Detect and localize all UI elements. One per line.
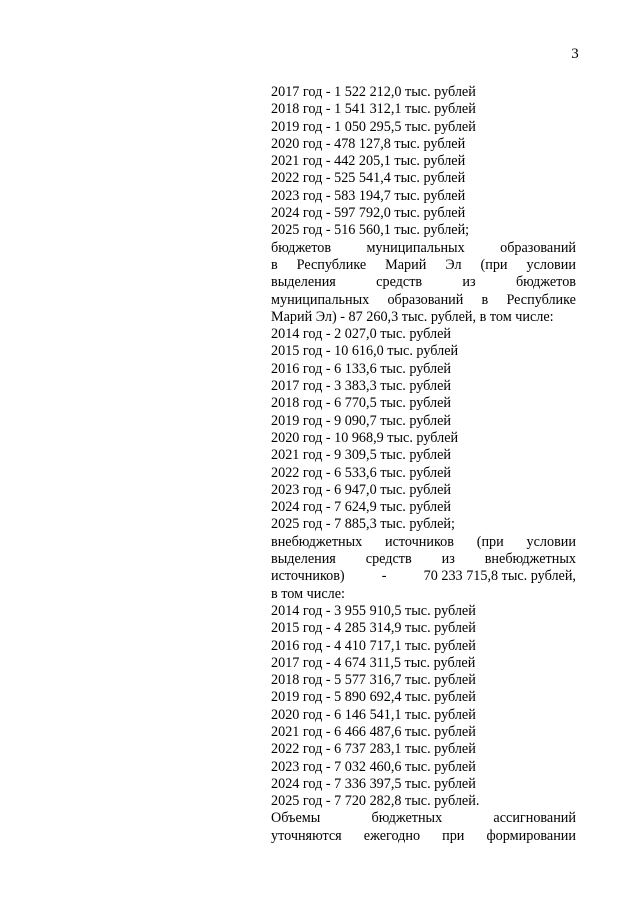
text-line: 2015 год - 10 616,0 тыс. рублей: [271, 343, 459, 360]
text-line: 2025 год - 516 560,1 тыс. рублей;: [271, 222, 470, 239]
text-line: 2018 год - 1 541 312,1 тыс. рублей: [271, 101, 476, 118]
text-line: в том числе:: [271, 585, 345, 602]
text-word: в: [271, 256, 278, 273]
text-line: 2019 год - 1 050 295,5 тыс. рублей: [271, 118, 476, 135]
text-line: 2021 год - 6 466 487,6 тыс. рублей: [271, 723, 476, 740]
text-word: (при: [476, 533, 504, 550]
text-line: 2019 год - 9 090,7 тыс. рублей: [271, 412, 451, 429]
text-line: 2017 год - 1 522 212,0 тыс. рублей: [271, 84, 476, 100]
text-line: [271, 568, 576, 585]
text-line: 2024 год - 7 336 397,5 тыс. рублей: [271, 775, 476, 792]
text-line: 2021 год - 442 205,1 тыс. рублей: [271, 153, 466, 170]
text-line: 2021 год - 9 309,5 тыс. рублей: [271, 447, 451, 464]
text-line: 2023 год - 6 947,0 тыс. рублей: [271, 481, 451, 498]
text-word: (при: [480, 256, 508, 273]
text-line: 2018 год - 6 770,5 тыс. рублей: [271, 395, 451, 412]
text-word: -: [381, 568, 387, 585]
text-line: 2022 год - 525 541,4 тыс. рублей: [271, 170, 466, 187]
text-line: [271, 810, 576, 827]
text-word: бюджетов: [271, 239, 332, 256]
text-line: 2016 год - 4 410 717,1 тыс. рублей: [271, 637, 476, 654]
text-line: 2023 год - 583 194,7 тыс. рублей: [271, 187, 466, 204]
text-line: [271, 828, 576, 845]
text-line: [271, 240, 576, 257]
text-line: 2020 год - 6 146 541,1 тыс. рублей: [271, 706, 476, 723]
text-word: Республике: [506, 291, 576, 308]
text-word: Объемы: [271, 810, 321, 827]
text-line: [271, 274, 576, 291]
text-line: 2020 год - 478 127,8 тыс. рублей: [271, 135, 466, 152]
text-word: средств: [376, 274, 423, 291]
text-line: 2025 год - 7 885,3 тыс. рублей;: [271, 516, 455, 533]
text-word: источников: [385, 533, 454, 550]
text-line: [271, 257, 576, 274]
text-line: [271, 534, 576, 551]
text-line: 2020 год - 10 968,9 тыс. рублей: [271, 429, 459, 446]
text-word: средств: [365, 551, 412, 568]
text-word: в: [481, 291, 489, 308]
text-line: 2015 год - 4 285 314,9 тыс. рублей: [271, 620, 476, 637]
text-line: 2014 год - 3 955 910,5 тыс. рублей: [271, 602, 476, 619]
text-word: из: [441, 551, 455, 568]
text-word: формировании: [486, 827, 576, 844]
text-line: [271, 292, 576, 309]
text-word: бюджетов: [515, 274, 576, 291]
text-word: ассигнований: [493, 810, 576, 827]
text-word: уточняются: [271, 827, 342, 844]
text-line: 2023 год - 7 032 460,6 тыс. рублей: [271, 758, 476, 775]
text-word: выделения: [271, 551, 336, 568]
text-line: 2019 год - 5 890 692,4 тыс. рублей: [271, 689, 476, 706]
text-line: [271, 551, 576, 568]
document-text-column: [271, 84, 576, 845]
text-line: 2022 год - 6 737 283,1 тыс. рублей: [271, 741, 476, 758]
text-line: 2025 год - 7 720 282,8 тыс. рублей.: [271, 793, 480, 810]
text-line: 2024 год - 597 792,0 тыс. рублей: [271, 205, 466, 222]
text-word: внебюджетных: [271, 533, 363, 550]
text-word: бюджетных: [371, 810, 443, 827]
text-line: 2017 год - 4 674 311,5 тыс. рублей: [271, 654, 476, 671]
text-word: 70 233 715,8 тыс. рублей,: [423, 568, 576, 585]
text-line: 2017 год - 3 383,3 тыс. рублей: [271, 378, 451, 395]
page-number: 3: [571, 46, 579, 62]
text-line: Марий Эл) - 87 260,3 тыс. рублей, в том числе:: [271, 308, 554, 325]
text-word: Марий: [385, 256, 427, 273]
text-line: 2024 год - 7 624,9 тыс. рублей: [271, 499, 451, 516]
text-word: Республике: [296, 256, 367, 273]
text-word: образований: [387, 291, 464, 308]
text-word: муниципальных: [366, 239, 465, 256]
text-word: при: [442, 827, 465, 844]
text-line: 2016 год - 6 133,6 тыс. рублей: [271, 360, 451, 377]
text-word: образований: [500, 239, 576, 256]
text-line: 2014 год - 2 027,0 тыс. рублей: [271, 326, 451, 343]
text-word: Эл: [445, 256, 462, 273]
text-word: муниципальных: [271, 291, 370, 308]
text-word: из: [462, 274, 476, 291]
text-line: 2022 год - 6 533,6 тыс. рублей: [271, 464, 451, 481]
text-word: условии: [526, 533, 576, 550]
text-word: источников): [271, 568, 345, 585]
text-word: выделения: [271, 274, 336, 291]
text-word: условии: [526, 256, 576, 273]
text-word: внебюджетных: [484, 551, 576, 568]
text-word: ежегодно: [363, 827, 421, 844]
text-line: 2018 год - 5 577 316,7 тыс. рублей: [271, 672, 476, 689]
